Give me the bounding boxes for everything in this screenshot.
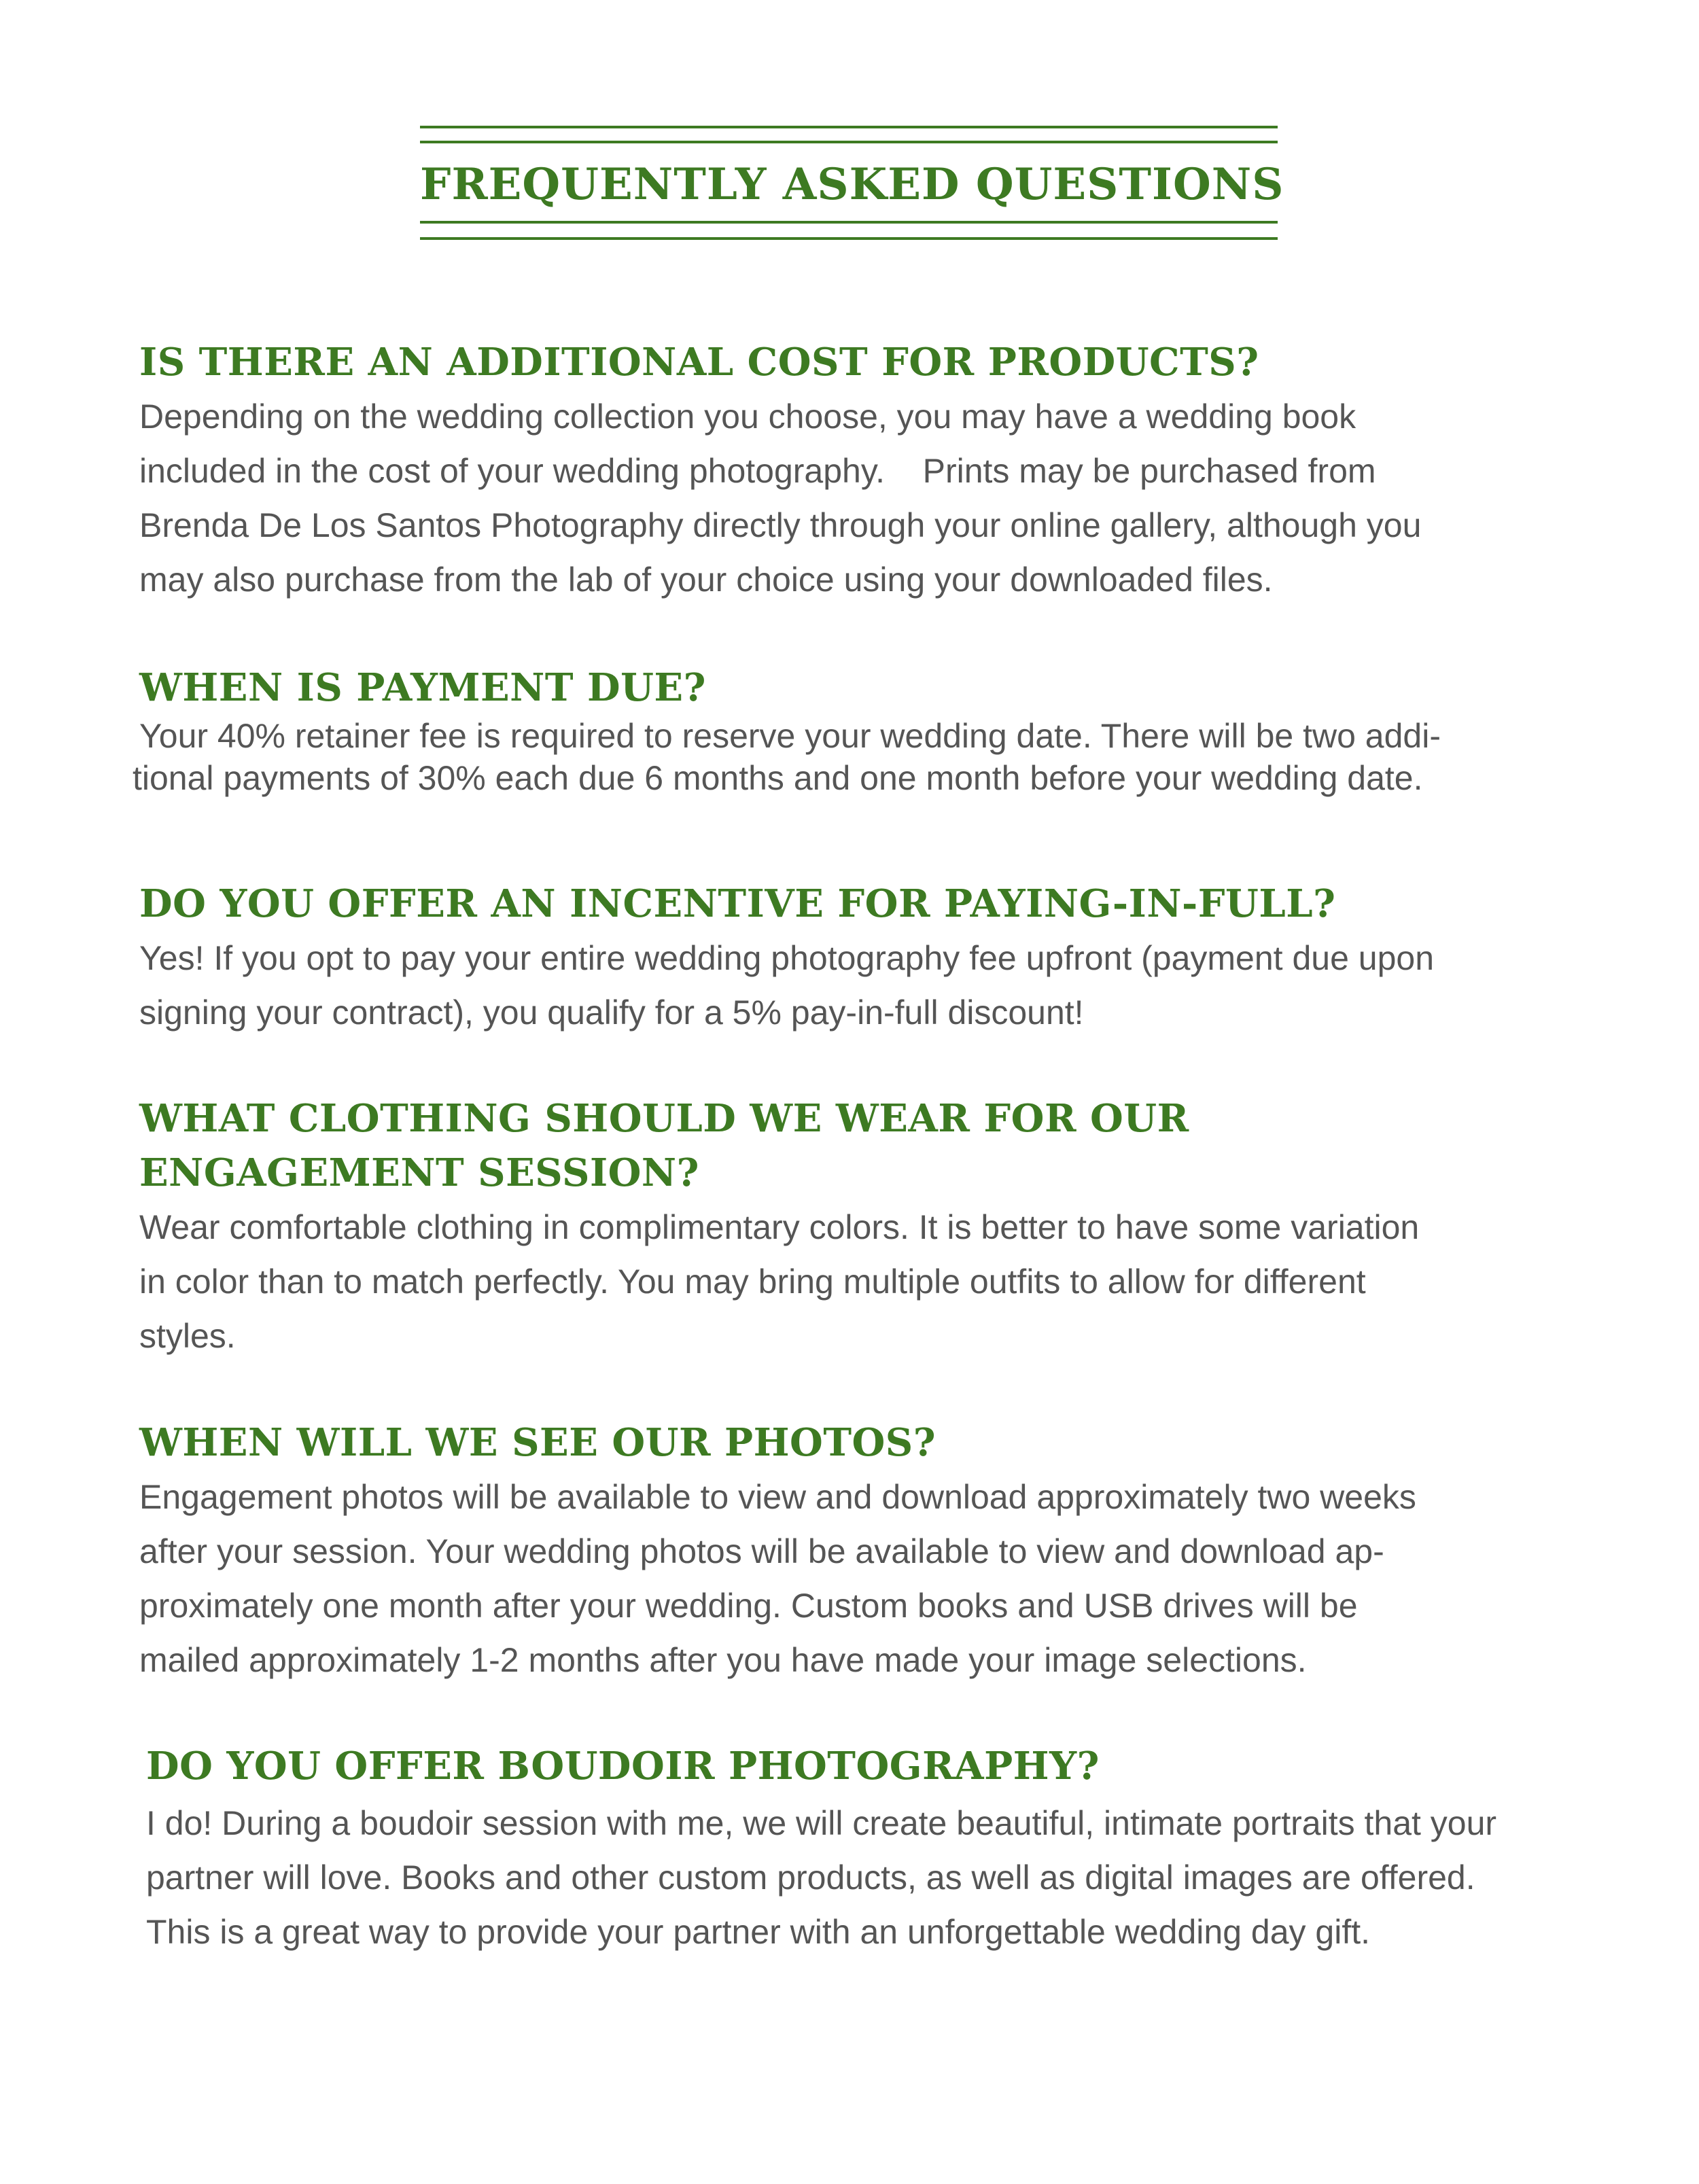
title-rule-bottom-inner <box>420 221 1278 224</box>
faq-item-engagement-clothing <box>139 1091 1573 1363</box>
answer-line: Engagement photos will be available to view and download approximately two weeks <box>139 1478 1416 1516</box>
title-block <box>420 126 1284 243</box>
answer-line: Your 40% retainer fee is required to reserve your wedding date. There will be two addi- <box>139 717 1441 755</box>
faq-item-product-cost <box>139 335 1573 607</box>
faq-answer <box>139 389 1573 607</box>
answer-line: proximately one month after your wedding. Custom books and USB drives will be <box>139 1587 1358 1625</box>
answer-line: may also purchase from the lab of your choice using your downloaded files. <box>139 561 1273 599</box>
faq-question: IS THERE AN ADDITIONAL COST FOR PRODUCTS? <box>139 340 1259 385</box>
answer-line: in color than to match perfectly. You may bring multiple outfits to allow for different <box>139 1263 1366 1301</box>
answer-line: Yes! If you opt to pay your entire wedding photography fee upfront (payment due upon <box>139 939 1435 977</box>
faq-item-pay-in-full <box>139 877 1573 1040</box>
answer-line: Wear comfortable clothing in complimentary colors. It is better to have some variation <box>139 1208 1420 1246</box>
answer-line: partner will love. Books and other custom products, as well as digital images are offered. <box>146 1859 1475 1897</box>
title-rule-top-inner <box>420 141 1278 143</box>
faq-question: WHEN WILL WE SEE OUR PHOTOS? <box>139 1420 936 1465</box>
answer-line: Brenda De Los Santos Photography directly through your online gallery, although you <box>139 506 1422 544</box>
answer-line: signing your contract), you qualify for a 5% pay-in-full discount! <box>139 993 1084 1032</box>
faq-question: DO YOU OFFER AN INCENTIVE FOR PAYING-IN-FULL? <box>139 881 1336 926</box>
answer-line: after your session. Your wedding photos will be available to view and download ap- <box>139 1532 1384 1570</box>
faq-answer <box>139 1200 1573 1363</box>
faq-question <box>139 1091 1573 1200</box>
title-rule-bottom-outer <box>420 237 1278 240</box>
page-title: FREQUENTLY ASKED QUESTIONS <box>420 159 1284 210</box>
faq-item-boudoir <box>146 1739 1580 1959</box>
faq-answer <box>139 931 1573 1040</box>
answer-line: tional payments of 30% each due 6 months and one month before your wedding date. <box>133 759 1423 797</box>
answer-line: Depending on the wedding collection you choose, you may have a wedding book <box>139 398 1356 436</box>
answer-line: included in the cost of your wedding photography. Prints may be purchased from <box>139 452 1376 490</box>
answer-line: mailed approximately 1-2 months after you have made your image selections. <box>139 1641 1307 1679</box>
question-line: ENGAGEMENT SESSION? <box>139 1150 699 1195</box>
title-rule-top-outer <box>420 126 1278 128</box>
answer-line: I do! During a boudoir session with me, we will create beautiful, intimate portraits that your <box>146 1804 1497 1842</box>
question-line: WHAT CLOTHING SHOULD WE WEAR FOR OUR <box>139 1096 1189 1141</box>
faq-answer <box>146 1796 1580 1959</box>
faq-question: DO YOU OFFER BOUDOIR PHOTOGRAPHY? <box>146 1744 1100 1789</box>
faq-answer <box>139 1470 1573 1687</box>
faq-item-payment-due <box>133 661 1573 799</box>
answer-line: This is a great way to provide your partner with an unforgettable wedding day gift. <box>146 1913 1371 1951</box>
answer-line: styles. <box>139 1317 236 1355</box>
faq-question: WHEN IS PAYMENT DUE? <box>139 665 706 710</box>
faq-item-photo-delivery <box>139 1415 1573 1687</box>
faq-answer <box>133 715 1573 799</box>
